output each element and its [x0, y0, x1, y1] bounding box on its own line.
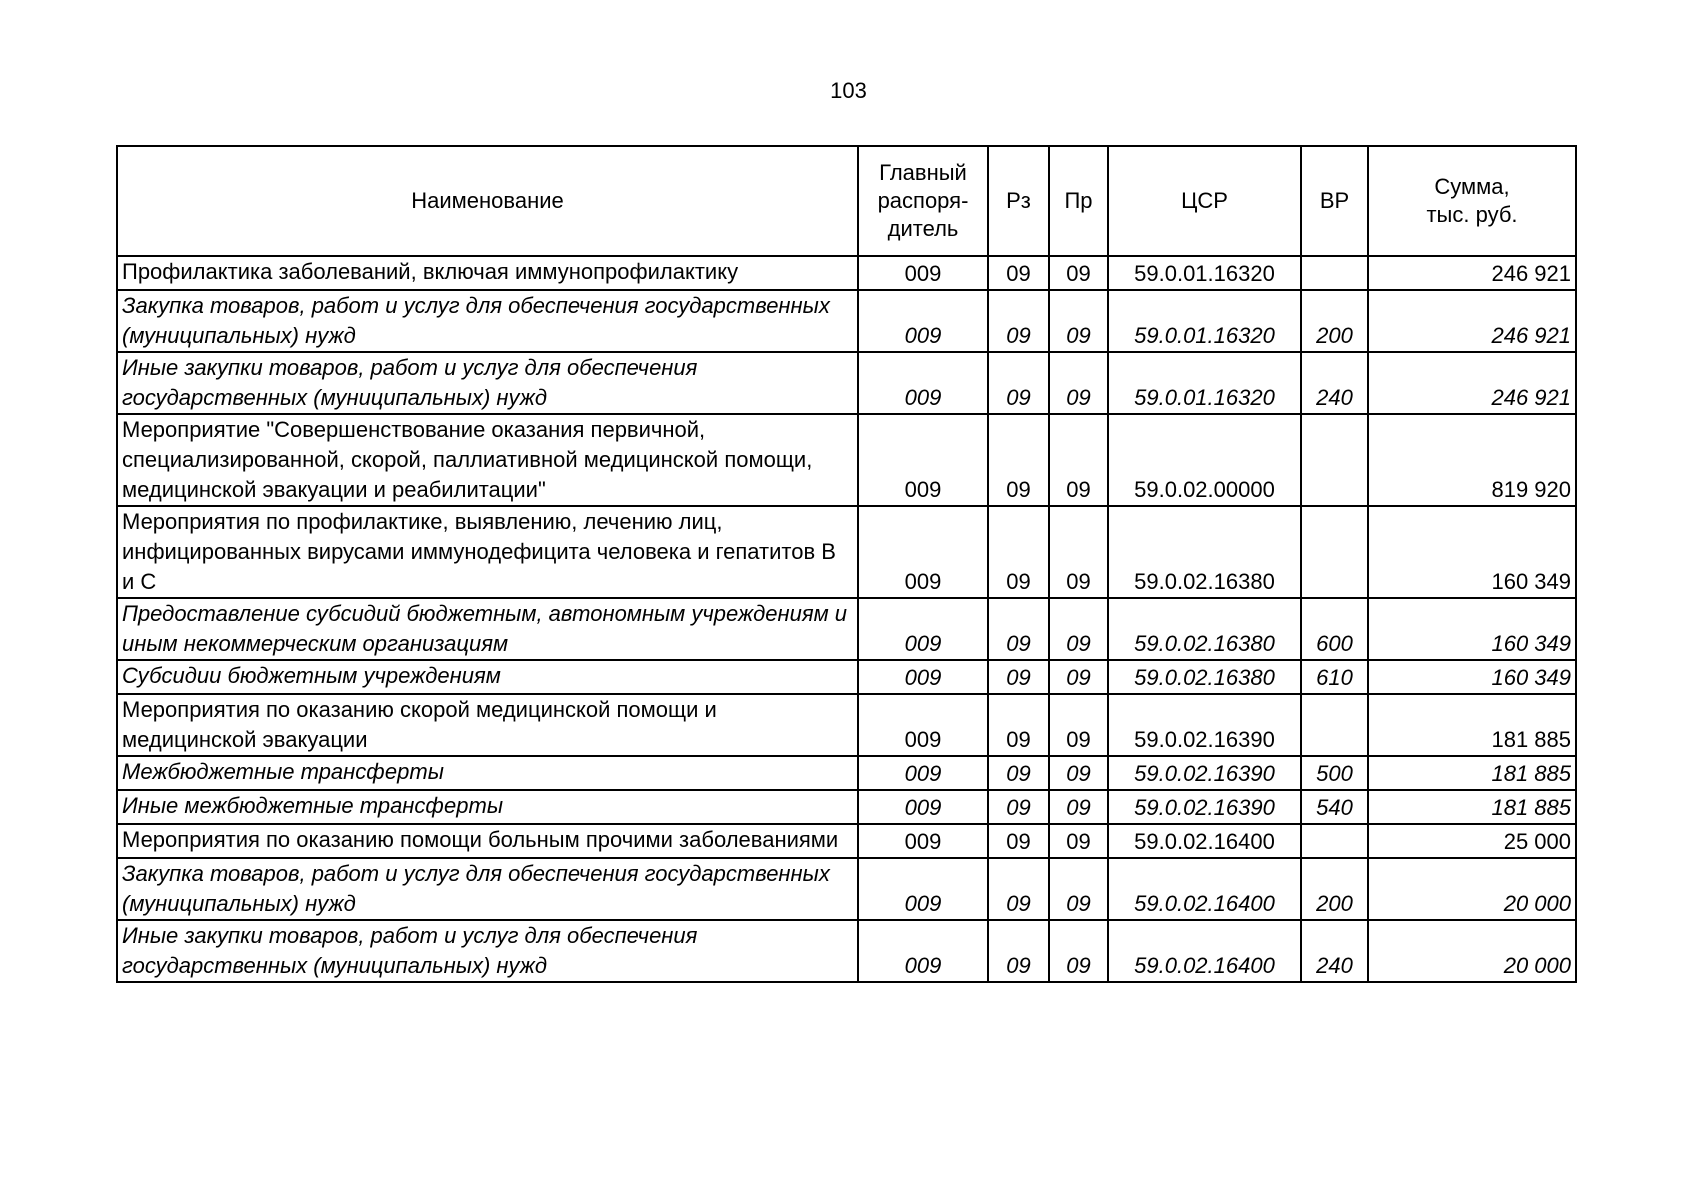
cell-rz: 09: [988, 352, 1049, 414]
cell-csr: 59.0.02.16390: [1108, 790, 1301, 824]
table-header-row: [117, 146, 1576, 256]
cell-vr: 240: [1301, 352, 1368, 414]
cell-sum: 819 920: [1368, 414, 1576, 506]
cell-grbs: 009: [858, 506, 988, 598]
cell-grbs: 009: [858, 920, 988, 982]
cell-vr: 240: [1301, 920, 1368, 982]
cell-sum: 20 000: [1368, 858, 1576, 920]
cell-name: Субсидии бюджетным учреждениям: [117, 660, 858, 694]
cell-sum: 160 349: [1368, 660, 1576, 694]
header-csr: ЦСР: [1108, 146, 1301, 256]
cell-rz: 09: [988, 660, 1049, 694]
table-row: [117, 414, 1576, 506]
cell-name: Иные закупки товаров, работ и услуг для обеспечения государственных (муниципальных) нужд: [117, 352, 858, 414]
table-row: [117, 824, 1576, 858]
table-row: [117, 694, 1576, 756]
cell-csr: 59.0.02.16400: [1108, 920, 1301, 982]
header-grbs-line-1: Главный: [879, 160, 967, 185]
cell-sum: 181 885: [1368, 790, 1576, 824]
header-grbs: [858, 146, 988, 256]
cell-vr: [1301, 694, 1368, 756]
cell-pr: 09: [1049, 352, 1108, 414]
cell-grbs: 009: [858, 824, 988, 858]
cell-pr: 09: [1049, 660, 1108, 694]
cell-grbs: 009: [858, 256, 988, 290]
cell-name: Иные межбюджетные трансферты: [117, 790, 858, 824]
cell-name: Мероприятия по оказанию помощи больным прочими заболеваниями: [117, 824, 858, 858]
cell-name: Мероприятия по профилактике, выявлению, лечению лиц, инфицированных вирусами иммунодефицита человека и гепатитов B и C: [117, 506, 858, 598]
cell-csr: 59.0.02.16380: [1108, 660, 1301, 694]
cell-sum: 20 000: [1368, 920, 1576, 982]
cell-csr: 59.0.01.16320: [1108, 256, 1301, 290]
cell-grbs: 009: [858, 290, 988, 352]
cell-rz: 09: [988, 694, 1049, 756]
cell-rz: 09: [988, 790, 1049, 824]
cell-vr: 200: [1301, 858, 1368, 920]
cell-pr: 09: [1049, 756, 1108, 790]
cell-pr: 09: [1049, 414, 1108, 506]
cell-name: Межбюджетные трансферты: [117, 756, 858, 790]
cell-sum: 160 349: [1368, 506, 1576, 598]
cell-rz: 09: [988, 290, 1049, 352]
cell-pr: 09: [1049, 290, 1108, 352]
cell-rz: 09: [988, 920, 1049, 982]
cell-vr: 500: [1301, 756, 1368, 790]
cell-rz: 09: [988, 506, 1049, 598]
cell-pr: 09: [1049, 598, 1108, 660]
cell-rz: 09: [988, 256, 1049, 290]
header-vr: ВР: [1301, 146, 1368, 256]
cell-sum: 246 921: [1368, 256, 1576, 290]
cell-sum: 160 349: [1368, 598, 1576, 660]
cell-csr: 59.0.02.16400: [1108, 824, 1301, 858]
cell-name: Предоставление субсидий бюджетным, автономным учреждениям и иным некоммерческим организациям: [117, 598, 858, 660]
cell-csr: 59.0.02.16380: [1108, 598, 1301, 660]
cell-grbs: 009: [858, 756, 988, 790]
cell-grbs: 009: [858, 598, 988, 660]
cell-name: Мероприятие "Совершенствование оказания первичной, специализированной, скорой, паллиативной медицинской помощи, медицинской эвакуации и реабилитации": [117, 414, 858, 506]
table-row: [117, 256, 1576, 290]
cell-name: Профилактика заболеваний, включая иммунопрофилактику: [117, 256, 858, 290]
cell-rz: 09: [988, 824, 1049, 858]
cell-csr: 59.0.01.16320: [1108, 290, 1301, 352]
cell-csr: 59.0.02.16390: [1108, 694, 1301, 756]
cell-grbs: 009: [858, 694, 988, 756]
header-grbs-line-2: распоря-: [877, 188, 969, 213]
cell-pr: 09: [1049, 858, 1108, 920]
cell-grbs: 009: [858, 858, 988, 920]
header-name: Наименование: [117, 146, 858, 256]
cell-name: Мероприятия по оказанию скорой медицинской помощи и медицинской эвакуации: [117, 694, 858, 756]
table-row: [117, 506, 1576, 598]
table-row: [117, 858, 1576, 920]
cell-pr: 09: [1049, 790, 1108, 824]
cell-vr: [1301, 414, 1368, 506]
cell-sum: 181 885: [1368, 756, 1576, 790]
cell-pr: 09: [1049, 694, 1108, 756]
cell-vr: 600: [1301, 598, 1368, 660]
budget-table: [116, 145, 1577, 983]
cell-csr: 59.0.02.16400: [1108, 858, 1301, 920]
header-grbs-line-3: дитель: [887, 216, 959, 241]
cell-vr: 540: [1301, 790, 1368, 824]
cell-csr: 59.0.02.16380: [1108, 506, 1301, 598]
cell-sum: 181 885: [1368, 694, 1576, 756]
cell-rz: 09: [988, 414, 1049, 506]
cell-pr: 09: [1049, 506, 1108, 598]
table-row: [117, 352, 1576, 414]
cell-name: Иные закупки товаров, работ и услуг для обеспечения государственных (муниципальных) нужд: [117, 920, 858, 982]
cell-sum: 246 921: [1368, 290, 1576, 352]
header-sum-line-2: тыс. руб.: [1426, 202, 1518, 227]
table-body: [117, 256, 1576, 982]
cell-vr: [1301, 824, 1368, 858]
cell-csr: 59.0.01.16320: [1108, 352, 1301, 414]
cell-csr: 59.0.02.16390: [1108, 756, 1301, 790]
cell-csr: 59.0.02.00000: [1108, 414, 1301, 506]
table-row: [117, 598, 1576, 660]
cell-vr: 200: [1301, 290, 1368, 352]
cell-rz: 09: [988, 756, 1049, 790]
table-row: [117, 920, 1576, 982]
cell-name: Закупка товаров, работ и услуг для обеспечения государственных (муниципальных) нужд: [117, 858, 858, 920]
cell-grbs: 009: [858, 352, 988, 414]
cell-sum: 246 921: [1368, 352, 1576, 414]
cell-rz: 09: [988, 598, 1049, 660]
cell-sum: 25 000: [1368, 824, 1576, 858]
page-number: 103: [830, 78, 867, 103]
cell-vr: [1301, 256, 1368, 290]
cell-grbs: 009: [858, 414, 988, 506]
cell-name: Закупка товаров, работ и услуг для обеспечения государственных (муниципальных) нужд: [117, 290, 858, 352]
header-pr: Пр: [1049, 146, 1108, 256]
table-row: [117, 756, 1576, 790]
cell-grbs: 009: [858, 790, 988, 824]
table-row: [117, 290, 1576, 352]
cell-pr: 09: [1049, 256, 1108, 290]
cell-rz: 09: [988, 858, 1049, 920]
cell-pr: 09: [1049, 920, 1108, 982]
cell-vr: 610: [1301, 660, 1368, 694]
table-row: [117, 660, 1576, 694]
header-sum: [1368, 146, 1576, 256]
header-sum-line-1: Сумма,: [1434, 174, 1510, 199]
cell-pr: 09: [1049, 824, 1108, 858]
cell-grbs: 009: [858, 660, 988, 694]
header-rz: Рз: [988, 146, 1049, 256]
table-row: [117, 790, 1576, 824]
cell-vr: [1301, 506, 1368, 598]
